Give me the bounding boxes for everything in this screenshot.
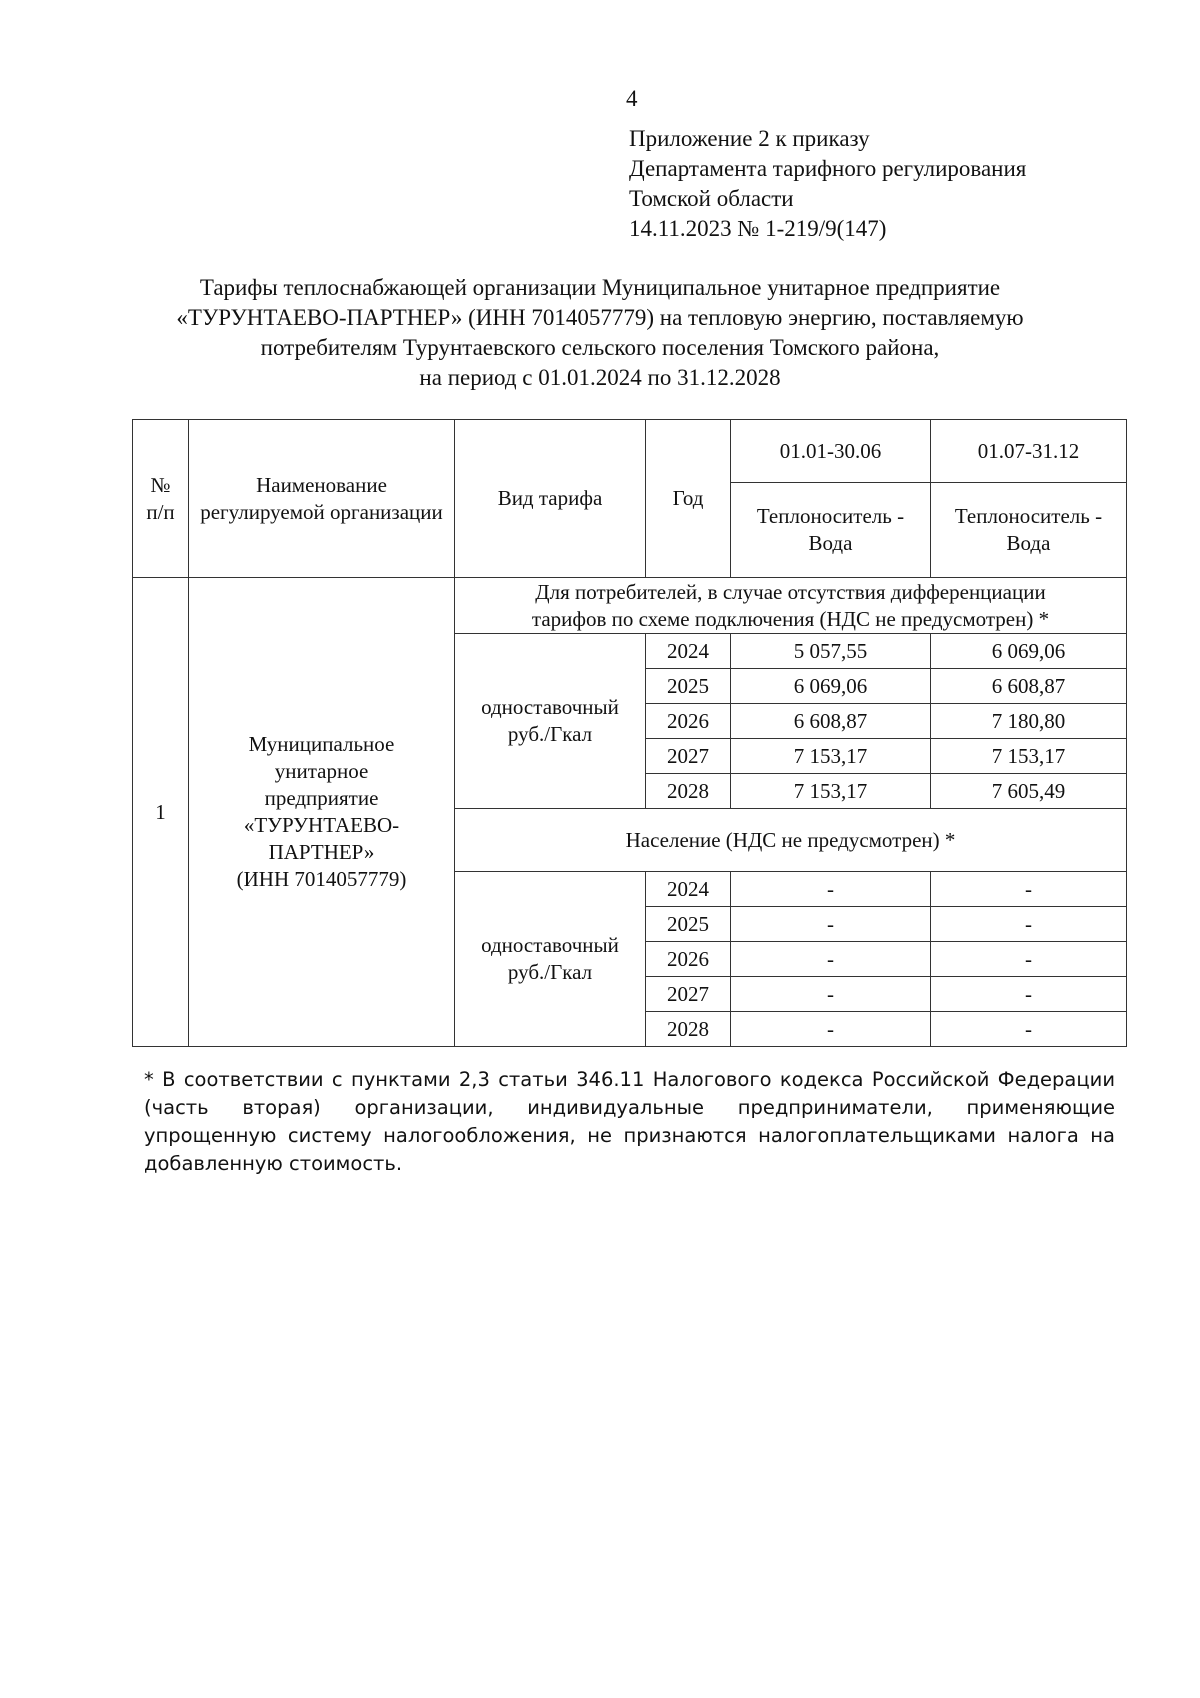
- tariff-value-second-half: 6 069,06: [931, 634, 1127, 669]
- year-cell: 2025: [646, 907, 731, 942]
- row-number: 1: [133, 578, 189, 1047]
- header-carrier-second-half: Теплоноситель - Вода: [931, 483, 1127, 578]
- section-heading-line: Для потребителей, в случае отсутствия дифференциации: [535, 579, 1046, 604]
- tariff-unit: руб./Гкал: [507, 960, 593, 984]
- tariff-value-second-half: -: [931, 942, 1127, 977]
- year-cell: 2027: [646, 739, 731, 774]
- tariff-value-first-half: -: [731, 872, 931, 907]
- tariff-value-first-half: 6 608,87: [731, 704, 931, 739]
- year-cell: 2024: [646, 634, 731, 669]
- header-carrier-first-half: Теплоноситель - Вода: [731, 483, 931, 578]
- order-date-number: 14.11.2023 № 1-219/9(147): [629, 216, 887, 241]
- tariff-value-first-half: -: [731, 907, 931, 942]
- appendix-line: Приложение 2 к приказу: [629, 126, 870, 151]
- tariff-value-second-half: 6 608,87: [931, 669, 1127, 704]
- year-cell: 2027: [646, 977, 731, 1012]
- document-title: [120, 273, 1080, 393]
- title-line: Тарифы теплоснабжающей организации Муниципальное унитарное предприятие: [199, 275, 1001, 300]
- year-cell: 2028: [646, 774, 731, 809]
- appendix-line: Департамента тарифного регулирования: [629, 156, 1027, 181]
- org-inn: (ИНН 7014057779): [236, 867, 407, 891]
- year-cell: 2028: [646, 1012, 731, 1047]
- tariff-value-second-half: -: [931, 1012, 1127, 1047]
- header-organization: Наименование регулируемой организации: [189, 420, 455, 578]
- header-year: Год: [646, 420, 731, 578]
- tariff-value-second-half: -: [931, 872, 1127, 907]
- section-heading-consumers: [455, 578, 1127, 634]
- tariff-type-cell: [455, 634, 646, 809]
- tariff-value-first-half: 5 057,55: [731, 634, 931, 669]
- header-num-abbrev: п/п: [146, 499, 175, 524]
- section-heading-population: Население (НДС не предусмотрен) *: [455, 809, 1127, 872]
- tariff-value-first-half: -: [731, 942, 931, 977]
- year-cell: 2024: [646, 872, 731, 907]
- title-line: «ТУРУНТАЕВО-ПАРТНЕР» (ИНН 7014057779) на тепловую энергию, поставляемую: [176, 305, 1024, 330]
- header-num-symbol: №: [150, 472, 171, 497]
- tariff-value-first-half: 7 153,17: [731, 774, 931, 809]
- year-cell: 2026: [646, 942, 731, 977]
- org-line: «ТУРУНТАЕВО-: [243, 813, 400, 837]
- organization-name: [189, 578, 455, 1047]
- tariff-value-second-half: 7 605,49: [931, 774, 1127, 809]
- tariff-value-second-half: -: [931, 977, 1127, 1012]
- org-line: унитарное: [274, 759, 369, 783]
- page-number: 4: [626, 86, 638, 111]
- header-tariff-type: Вид тарифа: [455, 420, 646, 578]
- tariff-table: [132, 419, 1127, 1047]
- tariff-value-first-half: 7 153,17: [731, 739, 931, 774]
- tariff-value-first-half: 6 069,06: [731, 669, 931, 704]
- tariff-value-first-half: -: [731, 1012, 931, 1047]
- footnote: * В соответствии с пунктами 2,3 статьи 346.11 Налогового кодекса Российской Федерации (часть вторая) организации, индивидуальные предприниматели, применяющие упрощенную систему налогообложения, не признаются налогоплательщиками налога на добавленную стоимость.: [144, 1068, 1115, 1175]
- header-period-first-half: 01.01-30.06: [731, 420, 931, 483]
- header-row-number: [133, 420, 189, 578]
- tariff-value-second-half: -: [931, 907, 1127, 942]
- header-period-second-half: 01.07-31.12: [931, 420, 1127, 483]
- tariff-type-cell: [455, 872, 646, 1047]
- tariff-unit: руб./Гкал: [507, 722, 593, 746]
- org-line: Муниципальное: [248, 732, 395, 756]
- org-line: ПАРТНЕР»: [268, 840, 375, 864]
- org-line: предприятие: [264, 786, 379, 810]
- tariff-type-label: одноставочный: [481, 695, 619, 719]
- tariff-value-second-half: 7 153,17: [931, 739, 1127, 774]
- appendix-line: Томской области: [629, 186, 794, 211]
- section-heading-line: тарифов по схеме подключения (НДС не предусмотрен) *: [531, 606, 1050, 631]
- year-cell: 2026: [646, 704, 731, 739]
- title-line: на период с 01.01.2024 по 31.12.2028: [419, 365, 781, 390]
- tariff-value-first-half: -: [731, 977, 931, 1012]
- tariff-value-second-half: 7 180,80: [931, 704, 1127, 739]
- appendix-header: [629, 124, 1026, 244]
- year-cell: 2025: [646, 669, 731, 704]
- title-line: потребителям Турунтаевского сельского поселения Томского района,: [260, 335, 940, 360]
- tariff-type-label: одноставочный: [481, 933, 619, 957]
